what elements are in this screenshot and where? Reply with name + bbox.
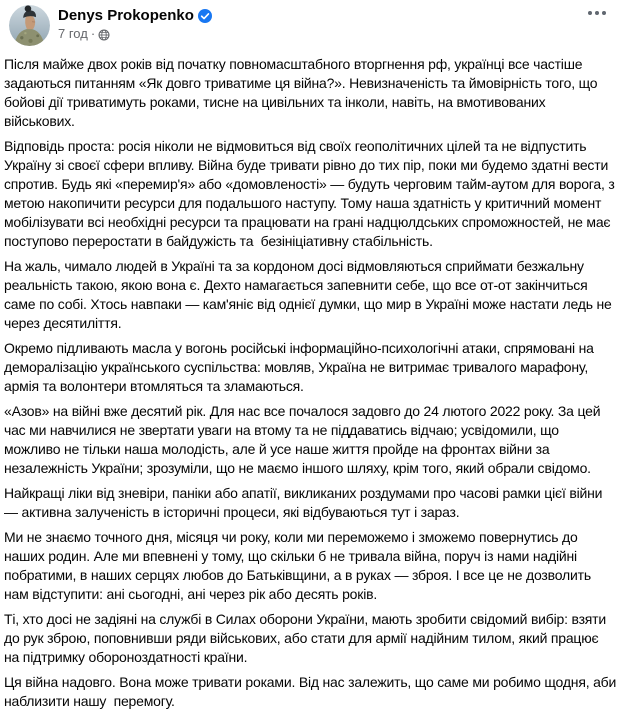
post-paragraph: Після майже двох років від початку повномасштабного вторгнення рф, українці все частіше задаються питанням «Як довго триватиме ця війна?». Невизначеність та ймовірність того, що бойові дії триватимуть роками, тисне на цивільних та інколи, навіть, на вмотивованих військових. <box>4 56 602 129</box>
avatar-photo <box>9 5 50 46</box>
post-paragraph: Ця війна надовго. Вона може тривати роками. Від нас залежить, що саме ми робимо щодня, аби наблизити нашу перемогу. <box>4 674 620 709</box>
more-options-button[interactable] <box>584 4 610 22</box>
timestamp[interactable]: 7 год <box>58 26 88 41</box>
name-row <box>58 6 212 25</box>
post-body <box>0 48 620 711</box>
ellipsis-icon <box>586 8 608 18</box>
globe-icon <box>98 29 110 41</box>
post-paragraph: На жаль, чимало людей в Україні та за кордоном досі відмовляються сприймати безжальну реальність такою, якою вона є. Дехто намагається запевнити себе, що все от-от закінчиться саме по собі. Хтось навпаки — кам'яніє від однієї думки, що мир в Україні може настати ледь не через десятиліття. <box>4 258 616 331</box>
author-name[interactable]: Denys Prokopenko <box>58 7 194 24</box>
post-header <box>0 0 620 48</box>
post-meta <box>58 26 212 42</box>
header-text-group <box>58 5 212 42</box>
avatar[interactable] <box>9 5 50 46</box>
post-paragraph: Окремо підливають масла у вогонь російські інформаційно-психологічні атаки, спрямовані на деморалізацію українського суспільства: мовляв, Україна не витримає тривалого марафону, армія та волонтери втомляться та зламаються. <box>4 340 598 394</box>
post-paragraph: Відповідь проста: росія ніколи не відмовиться від своїх геополітичних цілей та не відпустить Україну зі своєї сфери впливу. Війна буде тривати рівно до тих пір, поки ми будемо здатні вести спротив. Будь які «перемир'я» або «домовленості» — будуть черговим тайм-аутом для ворога, з метою накопичити ресурси для подальшого наступу. Тому наша здатність у критичний момент мобілізувати всі необхідні ресурси та працювати на грані надцюлдських спроможностей, не має поступово переростати в байдужість та безініціативну стабільність. <box>4 138 619 249</box>
verified-badge-icon <box>198 9 212 23</box>
post-paragraph: Ті, хто досі не задіяні на службі в Силах оборони України, мають зробити свідомий вибір: взяти до рук зброю, поповнивши ряди військових, або стати для армії надійним тилом, який працює на підтримку обороноздатності країни. <box>4 611 610 665</box>
post-paragraph: Ми не знаємо точного дня, місяця чи року, коли ми переможемо і зможемо повернутись до наших родин. Але ми впевнені у тому, що скільки б не тривала війна, поруч із нами надійні побратими, в наших серцях любов до Батьківщини, а в руках — зброя. І все це не дозволить нам відступити: ані сьогодні, ані через рік або десять років. <box>4 529 595 602</box>
post-paragraph: «Азов» на війні вже десятий рік. Для нас все почалося задовго до 24 лютого 2022 року. За цей час ми навчилися не звертати уваги на втому та не піддаватись відчаю; усвідомили, що можливо не тільки наша молодість, але й усе наше життя пройде на фронтах війни за незалежність України; зрозуміли, що не маємо іншого шляху, крім того, який обрали свідомо. <box>4 403 605 476</box>
post-paragraph: Найкращі ліки від зневіри, паніки або апатії, викликаних роздумами про часові рамки цієї війни — активна залученість в історичні процеси, які відбуваються тут і зараз. <box>4 485 606 520</box>
meta-separator: · <box>90 26 96 41</box>
